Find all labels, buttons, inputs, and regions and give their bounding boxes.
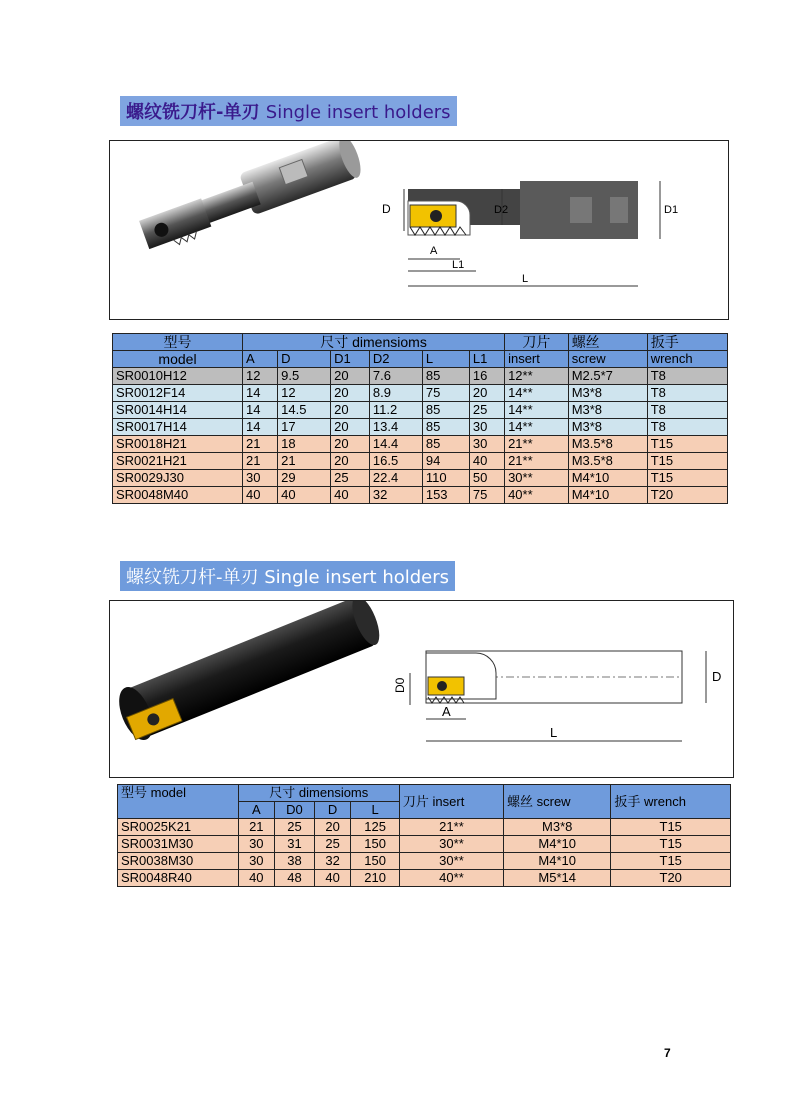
table-cell-d: 25 [314, 836, 350, 853]
dim-label-l1: L1 [452, 259, 465, 271]
table-cell-d1: 20 [331, 436, 370, 453]
table-cell-d2: 32 [369, 487, 422, 504]
table-cell-wrench: T15 [647, 436, 727, 453]
table-cell-d: 12 [278, 385, 331, 402]
table-cell-screw: M4*10 [568, 470, 647, 487]
table-cell-a: 14 [242, 402, 277, 419]
table-cell-d0: 38 [274, 853, 314, 870]
table-cell-screw: M4*10 [568, 487, 647, 504]
table2-body [118, 819, 731, 887]
table-cell-insert: 14** [505, 419, 569, 436]
table-cell-insert: 40** [399, 870, 503, 887]
table-cell-insert: 30** [505, 470, 569, 487]
table-cell-screw: M3*8 [568, 419, 647, 436]
th-dim-col: D2 [369, 351, 422, 368]
section2-title-cn: 螺纹铣刀杆-单刃 [126, 567, 259, 588]
section1-title [120, 96, 457, 126]
table-cell-d2: 7.6 [369, 368, 422, 385]
table-cell-model: SR0017H14 [113, 419, 243, 436]
th-dim-col: A [242, 351, 277, 368]
table-cell-d2: 11.2 [369, 402, 422, 419]
table-cell-d: 40 [278, 487, 331, 504]
table-cell-d0: 31 [274, 836, 314, 853]
th-dim-col: L1 [469, 351, 504, 368]
table-row [113, 470, 728, 487]
th-insert-en: insert [505, 351, 569, 368]
table-cell-d: 18 [278, 436, 331, 453]
table-cell-insert: 14** [505, 385, 569, 402]
table-cell-wrench: T8 [647, 385, 727, 402]
table-row [118, 819, 731, 836]
table-row [113, 402, 728, 419]
table-cell-l: 85 [422, 402, 469, 419]
table-row [118, 870, 731, 887]
section1-title-en: Single insert holders [265, 102, 451, 123]
table1-dimensions [112, 333, 728, 504]
table-cell-screw: M3*8 [568, 385, 647, 402]
th2-model: 型号 model [118, 785, 239, 819]
th-dim-col: D1 [331, 351, 370, 368]
table-cell-insert: 21** [399, 819, 503, 836]
figure1-svg [110, 141, 728, 319]
table-cell-screw: M4*10 [504, 836, 611, 853]
table-cell-screw: M2.5*7 [568, 368, 647, 385]
table-cell-a: 14 [242, 419, 277, 436]
table-cell-l: 150 [351, 853, 400, 870]
table-cell-insert: 30** [399, 836, 503, 853]
th2-dim-col: A [238, 802, 274, 819]
table-cell-screw: M5*14 [504, 870, 611, 887]
th-dim-col: D [278, 351, 331, 368]
table-cell-wrench: T20 [647, 487, 727, 504]
table-cell-d2: 13.4 [369, 419, 422, 436]
table-cell-a: 12 [242, 368, 277, 385]
dim-label-d: D [382, 202, 391, 216]
section2-title-en: Single insert holders [264, 567, 450, 588]
section1-title-cn: 螺纹铣刀杆-单刃 [126, 102, 260, 123]
table-cell-wrench: T15 [611, 819, 731, 836]
table-row [118, 836, 731, 853]
table-cell-l: 125 [351, 819, 400, 836]
table-cell-l: 153 [422, 487, 469, 504]
table-cell-model: SR0014H14 [113, 402, 243, 419]
table-cell-d: 29 [278, 470, 331, 487]
th-dimensions: 尺寸 dimensioms [242, 334, 504, 351]
table-cell-d0: 25 [274, 819, 314, 836]
table-cell-wrench: T15 [611, 853, 731, 870]
table-cell-model: SR0031M30 [118, 836, 239, 853]
table-cell-l1: 20 [469, 385, 504, 402]
table-cell-model: SR0048R40 [118, 870, 239, 887]
table-cell-a: 40 [242, 487, 277, 504]
table-cell-screw: M4*10 [504, 853, 611, 870]
section2-title [120, 561, 455, 591]
table-cell-d1: 25 [331, 470, 370, 487]
table-cell-l1: 16 [469, 368, 504, 385]
table-cell-wrench: T15 [647, 453, 727, 470]
figure2-holder-drawing [109, 600, 734, 778]
table-cell-model: SR0038M30 [118, 853, 239, 870]
table-cell-insert: 14** [505, 402, 569, 419]
th2-dim-col: D0 [274, 802, 314, 819]
table-cell-l: 75 [422, 385, 469, 402]
table-cell-a: 30 [238, 836, 274, 853]
dim-label-a: A [430, 245, 438, 257]
holder-photo-2 [112, 601, 385, 745]
table-cell-model: SR0025K21 [118, 819, 239, 836]
table-cell-wrench: T8 [647, 402, 727, 419]
table2-dimensions [117, 784, 731, 887]
table-cell-screw: M3*8 [504, 819, 611, 836]
table-cell-l: 150 [351, 836, 400, 853]
table-cell-l1: 40 [469, 453, 504, 470]
table-cell-l1: 50 [469, 470, 504, 487]
table-cell-l: 85 [422, 368, 469, 385]
table-cell-d1: 20 [331, 453, 370, 470]
table-cell-insert: 40** [505, 487, 569, 504]
th-wrench-cn: 扳手 [647, 334, 727, 351]
table-cell-insert: 12** [505, 368, 569, 385]
table-cell-l: 94 [422, 453, 469, 470]
dim-label-d-2: D [712, 669, 722, 684]
table-row [113, 419, 728, 436]
table-cell-a: 30 [238, 853, 274, 870]
th-dim-col: L [422, 351, 469, 368]
table-cell-d: 20 [314, 819, 350, 836]
dim-label-d1: D1 [664, 204, 679, 216]
th-wrench-en: wrench [647, 351, 727, 368]
th-model-cn: 型号 [113, 334, 243, 351]
dim-label-l2: L [550, 725, 558, 740]
table-cell-d1: 20 [331, 385, 370, 402]
table-cell-a: 14 [242, 385, 277, 402]
th-screw-cn: 螺丝 [568, 334, 647, 351]
table-cell-screw: M3.5*8 [568, 453, 647, 470]
table-cell-l1: 30 [469, 436, 504, 453]
holder-photo [136, 141, 366, 255]
table-row [113, 453, 728, 470]
table-cell-screw: M3*8 [568, 402, 647, 419]
holder-drawing [382, 181, 678, 286]
table-cell-l: 110 [422, 470, 469, 487]
table-cell-d: 21 [278, 453, 331, 470]
dim-label-d0: D0 [393, 677, 407, 693]
th2-screw: 螺丝 screw [504, 785, 611, 819]
table-cell-d: 32 [314, 853, 350, 870]
table-cell-d2: 14.4 [369, 436, 422, 453]
table-cell-l: 85 [422, 436, 469, 453]
table-cell-insert: 21** [505, 436, 569, 453]
table-cell-l: 210 [351, 870, 400, 887]
dim-label-a2: A [442, 704, 451, 719]
figure2-svg [110, 601, 733, 777]
table-cell-a: 40 [238, 870, 274, 887]
table-cell-wrench: T8 [647, 419, 727, 436]
table-cell-d2: 16.5 [369, 453, 422, 470]
table-cell-wrench: T15 [647, 470, 727, 487]
table-cell-l1: 25 [469, 402, 504, 419]
table-cell-d: 17 [278, 419, 331, 436]
table-cell-model: SR0012F14 [113, 385, 243, 402]
holder-drawing-2 [393, 651, 721, 741]
figure1-holder-drawing [109, 140, 729, 320]
table-cell-model: SR0021H21 [113, 453, 243, 470]
table-cell-wrench: T20 [611, 870, 731, 887]
table-cell-d: 40 [314, 870, 350, 887]
th2-dim-col: D [314, 802, 350, 819]
table-cell-screw: M3.5*8 [568, 436, 647, 453]
table-cell-wrench: T8 [647, 368, 727, 385]
table-cell-d1: 20 [331, 368, 370, 385]
table-cell-a: 21 [242, 453, 277, 470]
th-model-en: model [113, 351, 243, 368]
table-cell-model: SR0018H21 [113, 436, 243, 453]
table-cell-l: 85 [422, 419, 469, 436]
table-cell-d2: 22.4 [369, 470, 422, 487]
table-cell-d1: 40 [331, 487, 370, 504]
table-cell-a: 21 [242, 436, 277, 453]
table-cell-d: 9.5 [278, 368, 331, 385]
table-cell-insert: 30** [399, 853, 503, 870]
dim-label-l: L [522, 273, 529, 285]
th2-insert: 刀片 insert [399, 785, 503, 819]
table-cell-insert: 21** [505, 453, 569, 470]
th2-wrench: 扳手 wrench [611, 785, 731, 819]
table-cell-l1: 30 [469, 419, 504, 436]
table-cell-d0: 48 [274, 870, 314, 887]
table-cell-l1: 75 [469, 487, 504, 504]
dim-label-d2: D2 [494, 204, 509, 216]
table-row [113, 436, 728, 453]
table-row [113, 368, 728, 385]
table-cell-d2: 8.9 [369, 385, 422, 402]
table-row [113, 487, 728, 504]
table-row [113, 385, 728, 402]
table-cell-model: SR0048M40 [113, 487, 243, 504]
table-cell-model: SR0029J30 [113, 470, 243, 487]
table-cell-d: 14.5 [278, 402, 331, 419]
table-row [118, 853, 731, 870]
th-screw-en: screw [568, 351, 647, 368]
table-cell-a: 30 [242, 470, 277, 487]
th2-dimensions: 尺寸 dimensioms [238, 785, 399, 802]
table-cell-a: 21 [238, 819, 274, 836]
th2-dim-col: L [351, 802, 400, 819]
table-cell-d1: 20 [331, 419, 370, 436]
page-number: 7 [664, 1046, 671, 1060]
table-cell-d1: 20 [331, 402, 370, 419]
table1-body [113, 368, 728, 504]
table-cell-model: SR0010H12 [113, 368, 243, 385]
th-insert-cn: 刀片 [505, 334, 569, 351]
table-cell-wrench: T15 [611, 836, 731, 853]
